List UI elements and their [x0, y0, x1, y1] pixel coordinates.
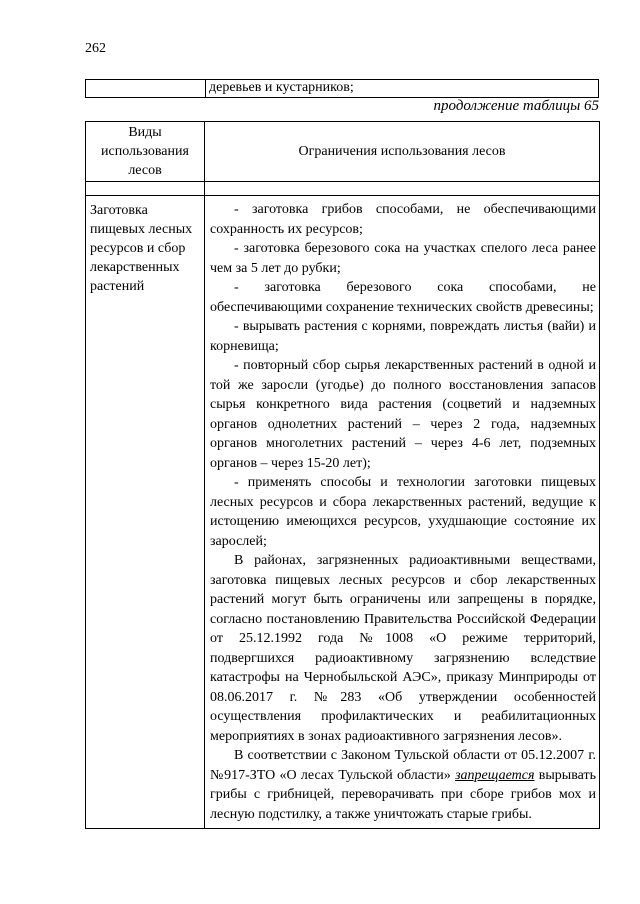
- header-activity-type: Виды использования лесов: [86, 122, 205, 182]
- header-restrictions: Ограничения использования лесов: [205, 122, 600, 182]
- restriction-item: - заготовка березового сока способами, не обеспечивающими сохранение технических свойств древесины;: [210, 280, 596, 315]
- law-text-after: вырывать грибы с грибницей, переворачивать при сборе грибов мох и лесную подстилку, а также уничтожать старые грибы.: [210, 767, 596, 822]
- table-spacer-row: [86, 182, 600, 196]
- prohibited-emphasis: запрещается: [455, 767, 535, 783]
- table-row: [86, 196, 600, 829]
- spacer-cell: [205, 182, 600, 196]
- table-continuation-note: продолжение таблицы 65: [433, 98, 599, 114]
- spacer-cell: [86, 182, 205, 196]
- carryover-table: [85, 79, 599, 98]
- law-text-before: В соответствии с Законом Тульской области от 05.12.2007 г. №917-ЗТО «О лесах Тульской области»: [210, 748, 596, 783]
- restriction-item: - повторный сбор сырья лекарственных растений в одной и той же заросли (угодье) до полного восстановления запасов сырья конкретного вида растения (соцветий и надземных органов однолетних растений – через 2 года, надземных органов многолетних растений – через 4-6 лет, подземных органов – через 15-20 лет);: [210, 358, 596, 471]
- tula-law-paragraph: [210, 746, 596, 824]
- restrictions-table: [85, 121, 600, 829]
- activity-type-cell: Заготовка пищевых лесных ресурсов и сбор лекарственных растений: [86, 196, 205, 829]
- table-row: [86, 80, 599, 98]
- table-header-row: [86, 122, 600, 182]
- restriction-item: - применять способы и технологии заготовки пищевых лесных ресурсов и сбора лекарственных растений, ведущие к истощению имеющихся ресурсов, ухудшающие состояние их зарослей;: [210, 475, 596, 549]
- restriction-item: - вырывать растения с корнями, повреждать листья (вайи) и корневища;: [210, 319, 596, 354]
- page-number: 262: [85, 41, 106, 56]
- carryover-cell-text: деревьев и кустарников;: [206, 80, 599, 98]
- restriction-item: - заготовка грибов способами, не обеспечивающими сохранность их ресурсов;: [210, 202, 596, 237]
- radiation-zone-paragraph: В районах, загрязненных радиоактивными веществами, заготовка пищевых лесных ресурсов и сбор лекарственных растений могут быть ограничены или запрещены в порядке, согласно постановлению Правительства Российской Федерации от 25.12.1992 года №1008 «О режиме территорий, подвергшихся радиоактивному загрязнению вследствие катастрофы на Чернобыльской АЭС», приказу Минприроды от 08.06.2017 г. №283 «Об утверждении особенностей осуществления профилактических и реабилитационных мероприятиях в зонах радиоактивного загрязнения лесов».: [210, 553, 596, 744]
- carryover-cell-empty: [86, 80, 206, 98]
- restriction-item: - заготовка березового сока на участках спелого леса ранее чем за 5 лет до рубки;: [210, 241, 596, 276]
- restrictions-cell: [205, 196, 600, 829]
